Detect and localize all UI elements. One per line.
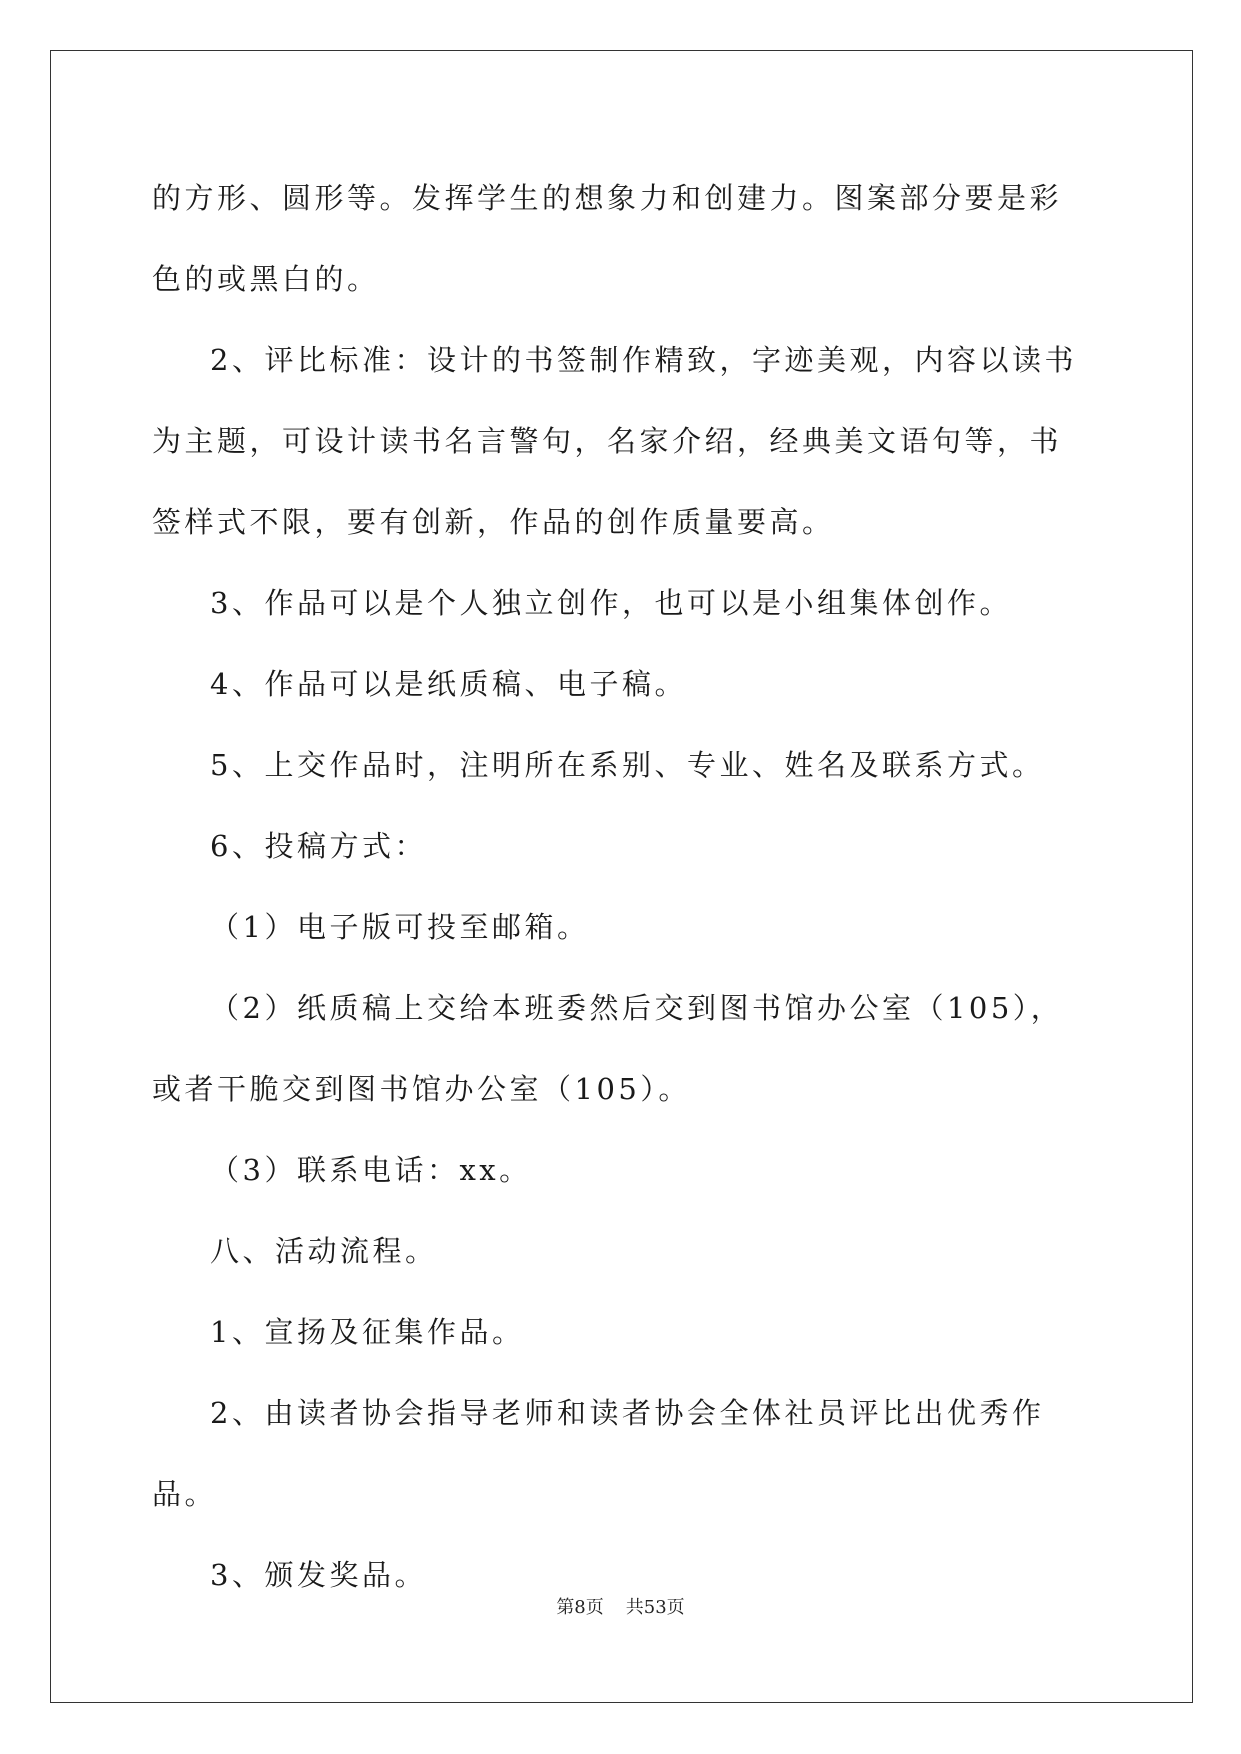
paragraph: 的方形、圆形等。发挥学生的想象力和创建力。图案部分要是彩色的或黑白的。 (152, 181, 1063, 296)
section-heading: 八、活动流程。 (210, 1234, 438, 1268)
paragraph: 3、颁发奖品。 (210, 1558, 427, 1592)
paragraph: （1）电子版可投至邮箱。 (210, 910, 590, 944)
document-body (152, 158, 1087, 1616)
page-number: 第8页 (556, 1597, 604, 1618)
paragraph: 6、投稿方式： (210, 829, 427, 863)
page-footer (0, 1593, 1241, 1619)
paragraph: 5、上交作品时，注明所在系别、专业、姓名及联系方式。 (210, 748, 1045, 782)
paragraph: 1、宣扬及征集作品。 (210, 1315, 525, 1349)
paragraph: 4、作品可以是纸质稿、电子稿。 (210, 667, 687, 701)
paragraph: （3）联系电话：xx。 (210, 1153, 532, 1187)
paragraph: 2、由读者协会指导老师和读者协会全体社员评比出优秀作品。 (152, 1396, 1045, 1511)
page-total: 共53页 (625, 1597, 685, 1618)
paragraph: 3、作品可以是个人独立创作，也可以是小组集体创作。 (210, 586, 1012, 620)
paragraph: 2、评比标准：设计的书签制作精致，字迹美观，内容以读书为主题，可设计读书名言警句，名家介绍，经典美文语句等，书签样式不限，要有创新，作品的创作质量要高。 (152, 343, 1077, 539)
paragraph: （2）纸质稿上交给本班委然后交到图书馆办公室（105），或者干脆交到图书馆办公室（105）。 (152, 991, 1064, 1106)
